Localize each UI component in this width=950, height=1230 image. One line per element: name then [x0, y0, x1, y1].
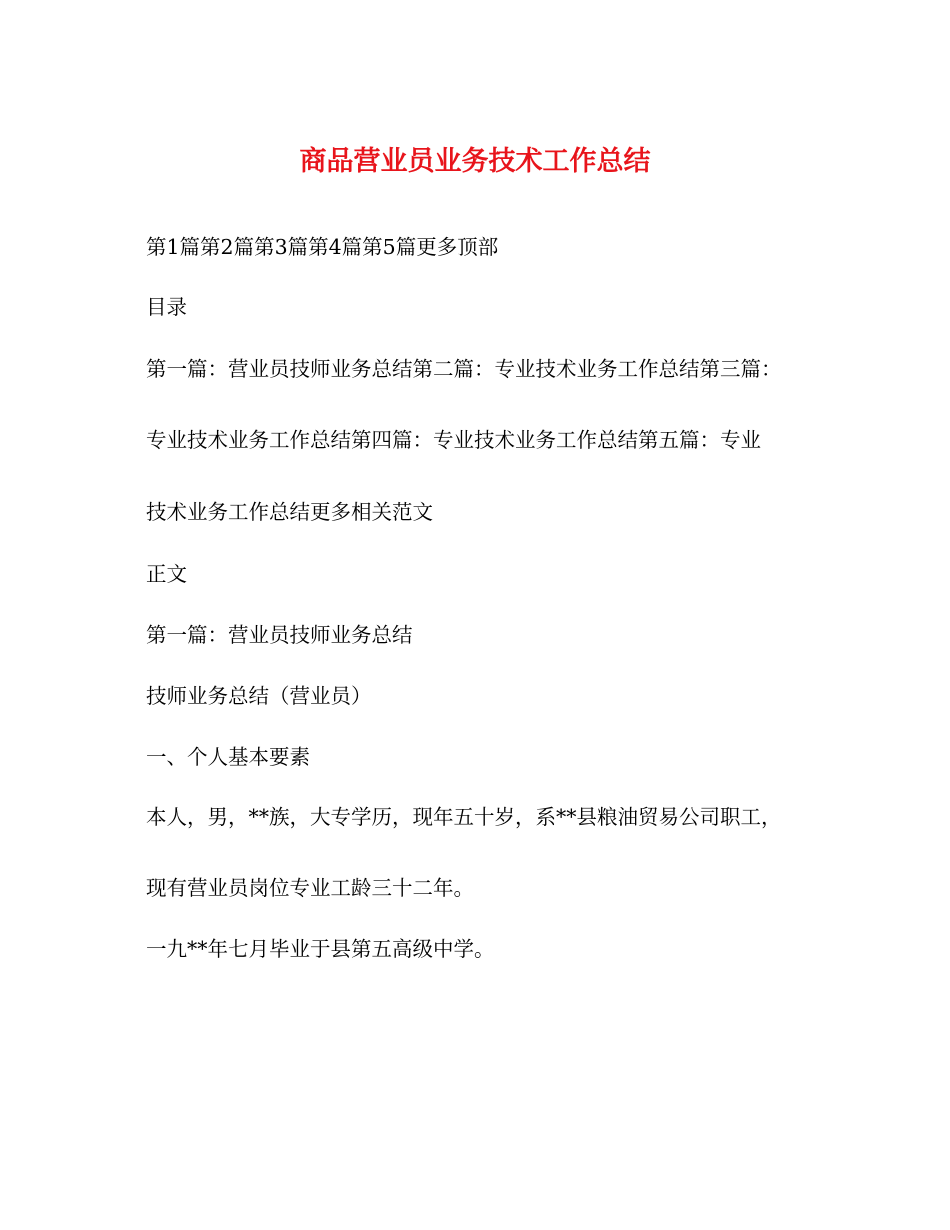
section-heading: 第一篇：营业员技师业务总结 — [146, 623, 413, 647]
subsection-heading: 技师业务总结（营业员） — [146, 684, 372, 708]
body-text-line: 现有营业员岗位专业工龄三十二年。 — [146, 876, 474, 900]
body-text-line: 一九**年七月毕业于县第五高级中学。 — [146, 937, 495, 961]
body-text-line: 本人，男，**族，大专学历，现年五十岁，系**县粮油贸易公司职工， — [146, 805, 782, 829]
subsection-heading: 一、个人基本要素 — [146, 745, 310, 769]
document-title: 商品营业员业务技术工作总结 — [299, 146, 651, 177]
toc-text-line: 专业技术业务工作总结第四篇：专业技术业务工作总结第五篇：专业 — [146, 428, 761, 452]
body-heading: 正文 — [146, 562, 187, 586]
toc-text-line: 技术业务工作总结更多相关范文 — [146, 500, 433, 524]
toc-text-line: 第一篇：营业员技师业务总结第二篇：专业技术业务工作总结第三篇： — [146, 357, 782, 381]
chapter-navigation: 第1篇第2篇第3篇第4篇第5篇更多顶部 — [146, 235, 499, 259]
toc-heading: 目录 — [146, 295, 187, 319]
